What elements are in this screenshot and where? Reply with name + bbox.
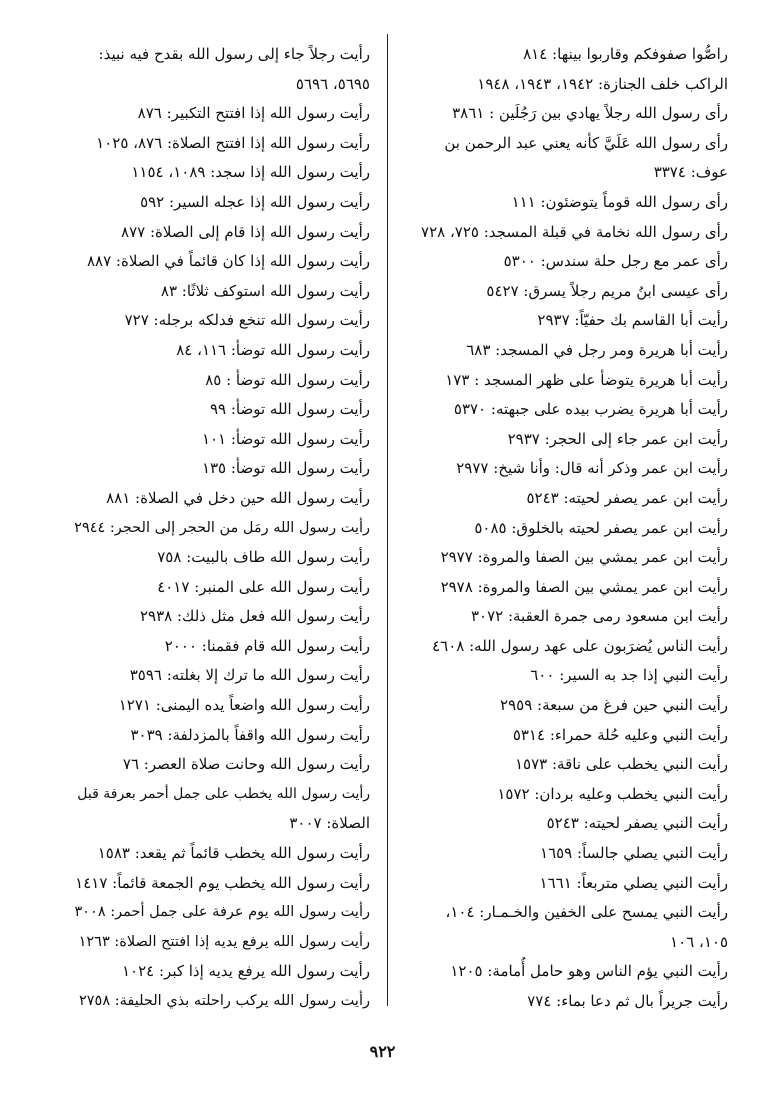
index-entry: رأيت رسول الله يرفع يديه إذا افتتح الصلاة: ١٢٦٣ xyxy=(78,933,370,950)
index-entry: رأيت رسول الله وحانت صلاة العصر: ٧٦ xyxy=(122,755,370,774)
index-entry: رأيت النبي يصفر لحيته: ٥٢٤٣ xyxy=(546,814,728,833)
index-entry: رأيت أبا هريرة يتوضأ على ظهر المسجد : ١٧٣ xyxy=(445,370,728,389)
index-entry: رأيت النبي يصلي جالساً: ١٦٥٩ xyxy=(540,844,728,863)
index-entry: رأيت رسول الله إذا كان قائماً في الصلاة: ٨٨٧ xyxy=(86,252,370,271)
index-entry: رأيت رسول الله إذا قام إلى الصلاة: ٨٧٧ xyxy=(121,222,370,241)
index-entry: رأيت رسول الله استوكف ثلاثًا: ٨٣ xyxy=(160,281,370,300)
index-entry: رأيت رسول الله رمَل من الحجر إلى الحجر: ٢٩٤٤ xyxy=(74,519,370,536)
index-entry: الصلاة: ٣٠٠٧ xyxy=(289,814,370,833)
index-entry: رأيت رسول الله فعل مثل ذلك: ٢٩٣٨ xyxy=(140,607,370,626)
index-entry: رأيت رسول الله يرفع يديه إذا كبر: ١٠٢٤ xyxy=(121,962,370,981)
index-entry: رأيت النبي يمسح على الخفين والخـمـار: ١٠٤، xyxy=(445,903,728,922)
index-entry: رأيت رجلاً جاء إلى رسول الله بقدح فيه نبيذ: xyxy=(98,45,370,63)
index-entry: رأيت رسول الله تنخع فدلكه برجله: ٧٢٧ xyxy=(124,311,370,330)
index-column-right xyxy=(398,40,728,1017)
index-entry: رأيت النبي يصلي متربعاً: ١٦٦١ xyxy=(539,873,728,892)
index-entry: رأى رسول الله رجلاً يهادي بين رَجُلَين : ٣٨٦١ xyxy=(452,104,728,123)
index-entry: ٥٦٩٥، ٥٦٩٦ xyxy=(295,74,370,93)
index-entry: رأيت رسول الله يخطب على جمل أحمر بعرفة قبل xyxy=(77,785,370,802)
index-entry: رأيت أبا هريرة يضرب بيده على جبهته: ٥٣٧٠ xyxy=(453,400,728,419)
index-entry: رأيت ابن عمر يمشي بين الصفا والمروة: ٢٩٧٧ xyxy=(440,548,728,567)
index-entry: رأيت النبي إذا جد به السير: ٦٠٠ xyxy=(530,666,728,685)
index-entry: رأيت رسول الله إذا افتتح التكبير: ٨٧٦ xyxy=(137,104,370,123)
index-column-left xyxy=(70,40,370,1017)
index-entry: رأيت أبا القاسم بك حفيّاً: ٢٩٣٧ xyxy=(537,311,728,330)
index-entry: رأيت رسول الله يوم عرفة على جمل أحمر: ٣٠٠٨ xyxy=(74,904,370,921)
index-entry: رأيت النبي حين فرغ من سبعة: ٢٩٥٩ xyxy=(500,696,728,715)
index-entry: رأيت رسول الله حين دخل في الصلاة: ٨٨١ xyxy=(106,488,370,507)
index-entry: رأيت ابن عمر يصفر لحيته بالخلوق: ٥٠٨٥ xyxy=(474,518,728,537)
index-entry: رأيت ابن عمر جاء إلى الحجر: ٢٩٣٧ xyxy=(507,429,728,448)
index-entry: رأيت رسول الله توضأ: ٩٩ xyxy=(209,400,370,419)
index-entry: رأيت ابن عمر وذكر أنه قال: وأنا شيخ: ٢٩٧٧ xyxy=(456,459,728,478)
index-entry: عوف: ٣٣٧٤ xyxy=(653,163,728,182)
index-entry: رأيت جريراً بال ثم دعا بماء: ٧٧٤ xyxy=(527,992,728,1010)
index-entry: رأيت النبي وعليه حُلة حمراء: ٥٣١٤ xyxy=(512,725,728,744)
index-entry: الراكب خلف الجنازة: ١٩٤٢، ١٩٤٣، ١٩٤٨ xyxy=(477,74,728,93)
index-entry: رأيت النبي يخطب وعليه بردان: ١٥٧٢ xyxy=(497,784,728,803)
index-entry: رأى رسول الله قوماً يتوضئون: ١١١ xyxy=(511,192,728,211)
index-entry: رأيت أبا هريرة ومر رجل في المسجد: ٦٨٣ xyxy=(466,340,728,359)
index-entry: رأيت رسول الله يخطب قائماً ثم يقعد: ١٥٨٣ xyxy=(97,844,370,863)
index-entry: رأيت رسول الله قام فقمنا: ٢٠٠٠ xyxy=(164,636,370,655)
index-entry: رأيت ابن عمر يصفر لحيته: ٥٢٤٣ xyxy=(526,488,728,507)
index-entry: رأيت رسول الله إذا عجله السير: ٥٩٢ xyxy=(140,192,370,211)
index-entry: رأيت رسول الله يخطب يوم الجمعة قائماً: ١٤١٧ xyxy=(75,873,370,892)
index-entry: ١٠٥، ١٠٦ xyxy=(670,932,728,951)
index-entry: رأيت رسول الله إذا سجد: ١٠٨٩، ١١٥٤ xyxy=(131,163,370,182)
index-entry: رأى رسول الله نخامة في قبلة المسجد: ٧٢٥، ٧٢٨ xyxy=(421,222,728,241)
index-entry: رأيت رسول الله طاف بالبيت: ٧٥٨ xyxy=(157,548,370,567)
index-entry: رأيت رسول الله ما ترك إلا بغلته: ٣٥٩٦ xyxy=(129,666,370,685)
index-entry: رأيت رسول الله على المنبر: ٤٠١٧ xyxy=(157,577,370,596)
column-divider xyxy=(387,34,388,1006)
page-number: ٩٢٢ xyxy=(369,1042,396,1061)
index-entry: رأى عمر مع رجل حلة سندس: ٥٣٠٠ xyxy=(503,252,728,271)
index-entry: رأيت رسول الله واقفاً بالمزدلفة: ٣٠٣٩ xyxy=(130,725,370,744)
index-entry: رأيت الناس يُضرَبون على عهد رسول الله: ٤٦٠٨ xyxy=(432,636,728,655)
index-entry: رأيت ابن عمر يمشي بين الصفا والمروة: ٢٩٧٨ xyxy=(440,577,728,596)
index-entry: رأيت النبي يؤم الناس وهو حامل أُمامة: ١٢٠٥ xyxy=(450,962,728,981)
index-entry: رأيت رسول الله واضعاً يده اليمنى: ١٢٧١ xyxy=(118,696,370,715)
index-entry: رأيت رسول الله إذا افتتح الصلاة: ٨٧٦، ١٠٢٥ xyxy=(96,133,370,152)
index-entry: رأيت رسول الله توضأ: ١٠١ xyxy=(201,429,370,448)
index-entry: رأى عيسى ابنُ مريم رجلاً يسرق: ٥٤٢٧ xyxy=(486,281,728,300)
index-entry: رأيت رسول الله توضأ: ١١٦، ٨٤ xyxy=(176,340,370,359)
index-entry: رأيت ابن مسعود رمى جمرة العقبة: ٣٠٧٢ xyxy=(470,607,728,626)
index-entry: رأيت رسول الله توضأ : ٨٥ xyxy=(205,370,370,389)
index-entry: رأيت رسول الله يركب راحلته بذي الحليفة: ٢٧٥٨ xyxy=(78,993,370,1009)
index-entry: رأيت النبي يخطب على ناقة: ١٥٧٣ xyxy=(514,755,728,774)
index-entry: رأى رسول الله عَلَيَّ كأنه يعني عبد الرحمن بن xyxy=(444,133,728,152)
index-entry: راصُّوا صفوفكم وقاربوا بينها: ٨١٤ xyxy=(523,45,728,63)
index-entry: رأيت رسول الله توضأ: ١٣٥ xyxy=(201,459,370,478)
